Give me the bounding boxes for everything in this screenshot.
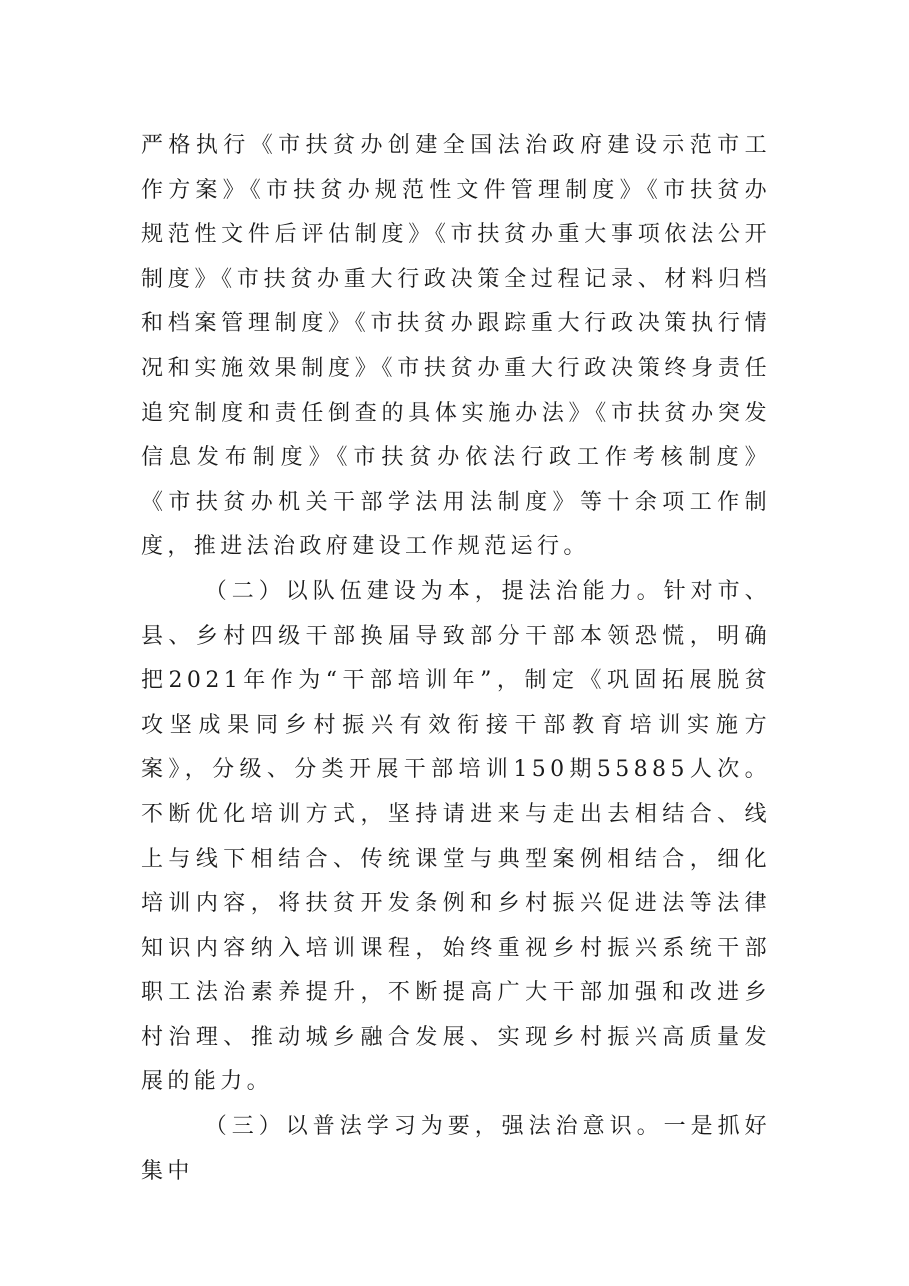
document-body	[141, 124, 771, 1194]
paragraph-legal-education: （三）以普法学习为要，强法治意识。一是抓好集中	[141, 1114, 771, 1184]
paragraph-regulations: 严格执行《市扶贫办创建全国法治政府建设示范市工作方案》《市扶贫办规范性文件管理制度》《市扶贫办规范性文件后评估制度》《市扶贫办重大事项依法公开制度》《市扶贫办重大行政决策全过程记录、材料归档和档案管理制度》《市扶贫办跟踪重大行政决策执行情况和实施效果制度》《市扶贫办重大行政决策终身责任追究制度和责任倒查的具体实施办法》《市扶贫办突发信息发布制度》《市扶贫办依法行政工作考核制度》《市扶贫办机关干部学法用法制度》等十余项工作制度，推进法治政府建设工作规范运行。	[141, 133, 771, 560]
paragraph-team-building: （二）以队伍建设为本，提法治能力。针对市、县、乡村四级干部换届导致部分干部本领恐慌，明确把2021年作为“干部培训年”，制定《巩固拓展脱贫攻坚成果同乡村振兴有效衔接干部教育培训实施方案》，分级、分类开展干部培训150期55885人次。不断优化培训方式，坚持请进来与走出去相结合、线上与线下相结合、传统课堂与典型案例相结合，细化培训内容，将扶贫开发条例和乡村振兴促进法等法律知识内容纳入培训课程，始终重视乡村振兴系统干部职工法治素养提升，不断提高广大干部加强和改进乡村治理、推动城乡融合发展、实现乡村振兴高质量发展的能力。	[141, 578, 771, 1095]
